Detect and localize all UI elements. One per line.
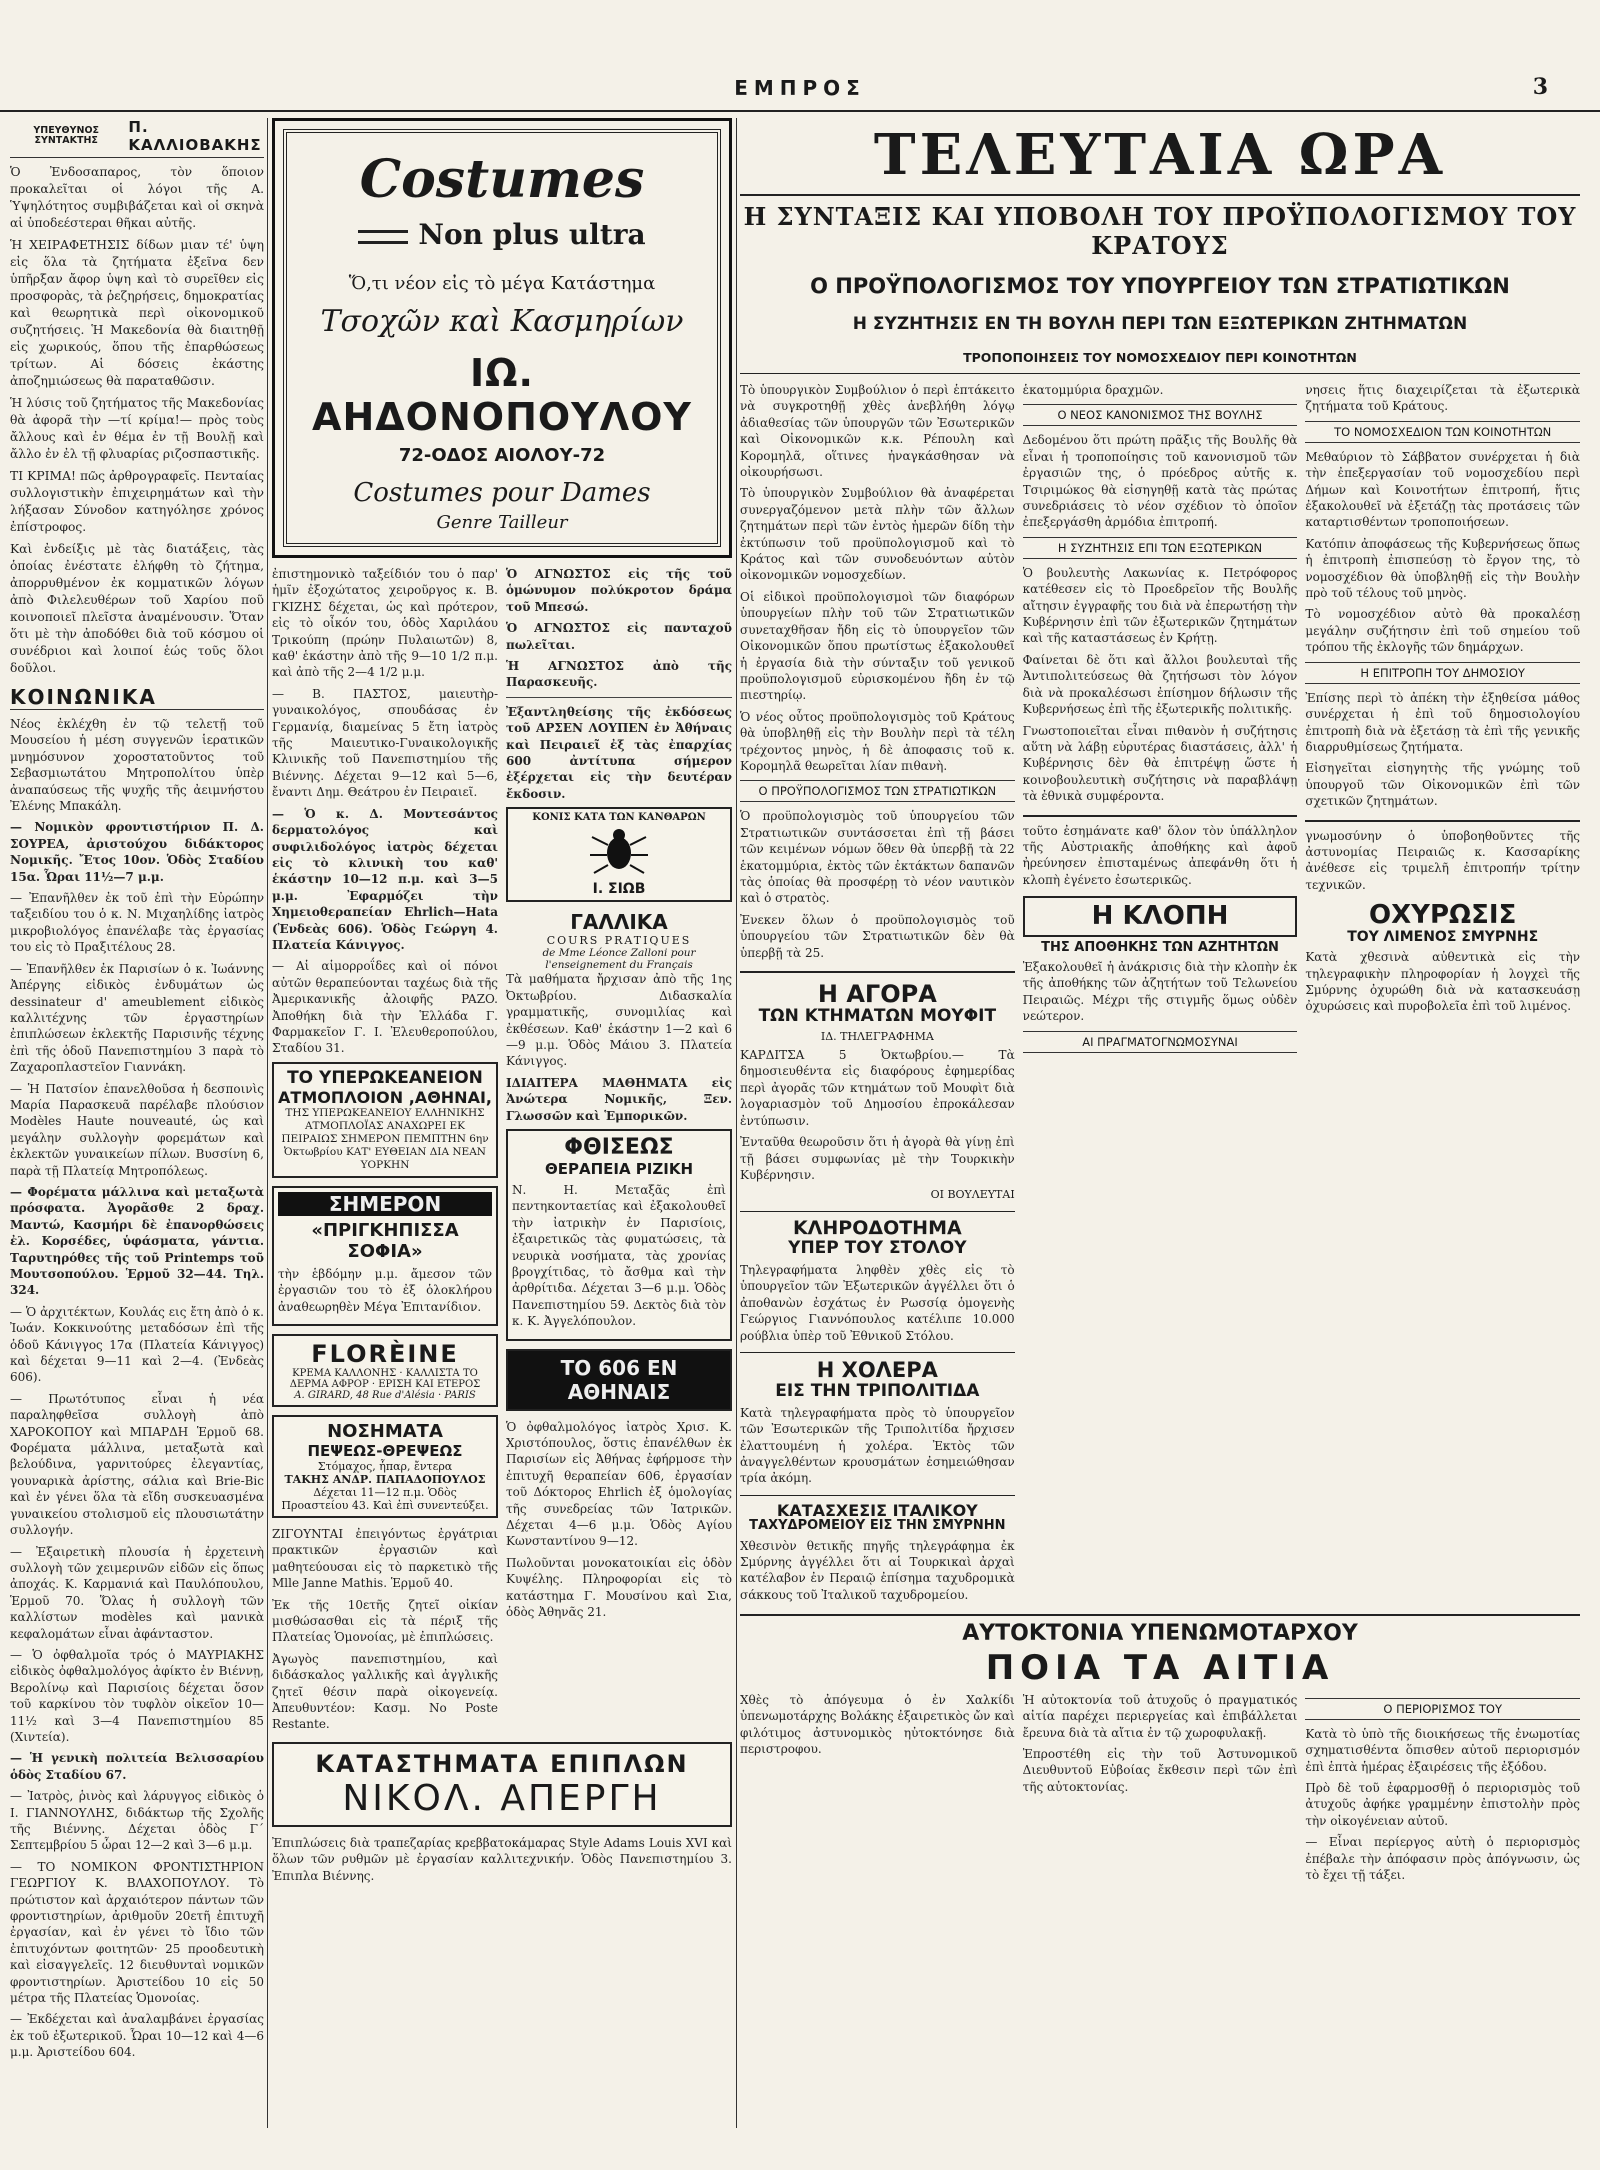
beetle-icon: [584, 825, 654, 875]
notice: Ἀγωγὸς πανεπιστημίου, καὶ διδάσκαλος γαλλικῆς καὶ ἀγγλικῆς ζητεῖ θέσιν παρὰ οἰκογενείᾳ. Ἀπευθυντέον: Κασμ. Νο Poste Restante.: [272, 1651, 498, 1732]
theatre-ad: [272, 1186, 498, 1326]
tuberculosis-ad: [506, 1129, 732, 1341]
column-middle: [272, 118, 732, 2128]
article-paragraph: — Εἶναι περίεργος αὐτὴ ὁ περιορισμὸς ἐπέβαλε τὴν ἀπόφασιν πρὸς ἀπόγνωσιν, ὡς τὸ ἔχει τῇ τάξει.: [1305, 1835, 1580, 1883]
ad-merchant: ΝΙΚΟΛ. ΑΠΕΡΓΗ: [342, 1777, 662, 1819]
ad-title: ΤΟ 606 ΕΝ ΑΘΗΝΑΙΣ: [560, 1355, 678, 1404]
subheading: Ο ΠΡΟΫΠΟΛΟΓΙΣΜΟΣ ΤΩΝ ΣΤΡΑΤΙΩΤΙΚΩΝ: [740, 780, 1015, 802]
notice: Πωλοῦνται μονοκατοικίαι εἰς ὁδὸν Κυψέλης. Πληροφορίαι εἰς τὸ κατάστημα Γ. Μουσίνου καὶ Σια, ὁδὸς Ἀθηνᾶς 21.: [506, 1555, 732, 1620]
ad-title: ΦΘΙΣΕΩΣ: [564, 1134, 674, 1160]
ad-line: Ὅ,τι νέον εἰς τὸ μέγα Κατάστημα: [348, 273, 656, 294]
suicide-story: [740, 1614, 1580, 1888]
ad-address: 72-ΟΔΟΣ ΑΙΟΛΟΥ-72: [398, 445, 606, 466]
headline: Η ΣΥΖΗΤΗΣΙΣ ΕΝ ΤΗ ΒΟΥΛΗ ΠΕΡΙ ΤΩΝ ΕΞΩΤΕΡΙΚΩΝ ΖΗΤΗΜΑΤΩΝ: [852, 314, 1468, 334]
article-paragraph: Ἐπίσης περὶ τὸ ἀπέκη τὴν ἐξηθείσα μάθος συνέρχεται ἡ ἐπὶ τοῦ δημοσιολογίου ἐπιτροπὴ διὰ νὰ ἐξετάσῃ τὰ ἐπὶ τῆς γενικῆς διαρρυθμίσεως ζητήματα.: [1305, 690, 1580, 754]
column-left: [10, 118, 264, 2128]
ad-title: ΝΟΣΗΜΑΤΑ: [327, 1421, 443, 1442]
ad-line: Τσοχῶν καὶ Κασμηρίων: [320, 304, 684, 339]
notice: — Β. ΠΑΣΤΟΣ, μαιευτὴρ-γυναικολόγος, σπουδάσας ἐν Γερμανίᾳ, διαμείνας 5 ἔτη ἰατρὸς τῆς Μαιευτικο-Γυναικολογικῆς Κλινικῆς τοῦ Πανεπιστημίου τῆς Βιέννης. Δέχεται 9—12 καὶ 5—6, ἔναντι Δημ. Θεάτρου ἐν Πειραιεῖ.: [272, 686, 498, 800]
article-paragraph: Κατὰ χθεσινὰ αὐθεντικὰ εἰς τὴν τηλεγραφικὴν πληροφορίαν ἡ λογχεὶ τῆς Σμύρνης ὀχυρώθη διὰ νὰ κατασκευάσῃ ὀχυρώσεις καὶ πυροβολεῖα ἐπὶ τοῦ λιμένος.: [1305, 950, 1580, 1014]
ad-title: ΓΑΛΛΙΚΑ: [570, 910, 668, 935]
ad-subtitle: ΑΤΜΟΠΛΟΙΟΝ ,ΑΘΗΝΑΙ,: [278, 1087, 492, 1107]
notice: — Ἐπανῆλθεν ἐκ Παρισίων ὁ κ. Ἰωάννης Ἀπέργης εἰδικὸς ἐνδυμάτων ὡς dessinateur d' ameublement εἰδικὸς καλλιτέχνης τῶν ἐργαστηρίων ἐπιπλώσεων ἐκλεκτῆς Παρισινῆς τέχνης ἐπὶ τῆς ὁδοῦ Πανεπιστημίου 3 παρὰ τὸ Ζαχαροπλαστεῖον Γιαννάκη.: [10, 961, 264, 1075]
article-paragraph: Τὸ νομοσχέδιον αὐτὸ θὰ προκαλέσῃ μεγάλην συζήτησιν ἐπὶ τοῦ σημείου τοῦ τρόπου τῆς ἐκλογῆς τῶν δημάρχων.: [1305, 607, 1580, 655]
column-right: [740, 118, 1580, 2128]
costumes-ad: [272, 118, 732, 558]
ad-merchant: Ι. ΣΙΩΒ: [592, 881, 646, 898]
notice: Ὁ ΑΓΝΩΣΤΟΣ εἰς πανταχοῦ πωλεῖται.: [506, 621, 732, 652]
article-paragraph: Ὁ Ἐνδοσαπαρος, τὸν ὅποιον προκαλεῖται οἱ λόγοι τῆς Α. Ὑψηλότητος συμβιβάζεται καὶ οἱ σκηνὰ αἱ ὑποδεέστεραι θῆκαι αὐτῆς.: [10, 165, 264, 230]
headline: Η ΣΥΝΤΑΞΙΣ ΚΑΙ ΥΠΟΒΟΛΗ ΤΟΥ ΠΡΟΫΠΟΛΟΓΙΣΜΟΥ ΤΟΥ ΚΡΑΤΟΥΣ: [740, 194, 1580, 260]
notice: ἐπιστημονικὸ ταξείδιόν του ὁ παρ' ἡμῖν ἐξοχώτατος χειροῦργος κ. Β. ΓΚΙΖΗΣ δέχεται, ὡς καὶ πρότερον, εἰς τὸ οἶκόν του, ὁδὸς Χαριλάου Τρικούπη (πρώην Πυλαιωτῶν) 8, καθ' ἑκάστην ἀπὸ τῆς 9—10 1/2 π.μ. καὶ ἀπὸ τῆς 2—4 1/2 μ.μ.: [272, 567, 498, 680]
masthead: [0, 70, 1600, 112]
subheading: Η ΣΥΖΗΤΗΣΙΣ ΕΠΙ ΤΩΝ ΕΞΩΤΕΡΙΚΩΝ: [1023, 537, 1298, 559]
headline: ΤΡΟΠΟΠΟΙΗΣΕΙΣ ΤΟΥ ΝΟΜΟΣΧΕΔΙΟΥ ΠΕΡΙ ΚΟΙΝΟΤΗΤΩΝ: [740, 350, 1580, 374]
subheading: Ο ΠΕΡΙΟΡΙΣΜΟΣ ΤΟΥ: [1305, 1698, 1580, 1720]
page-title: ΤΕΛΕΥΤΑΙΑ ΩΡΑ: [873, 122, 1447, 188]
newspaper-name: ΕΜΠΡΟΣ: [734, 76, 866, 100]
ad-merchant: ΙΩ. ΑΗΔΟΝΟΠΟΥΛΟΥ: [312, 351, 692, 439]
notice: — Ἡ Πατσίον ἐπανελθοῦσα ἡ δεσποινὶς Μαρία Παρασκευᾶ παρέλαβε πλούσιον Modèles Haute nouveauté, ὡς καὶ μεγάλην συλλογὴν φορεμάτων καὶ ἐκλεκτῶν γυναικείων πίλων. Βυσσίνη 6, παρὰ τῇ Πλατείᾳ Μητροπόλεως.: [10, 1081, 264, 1178]
article-paragraph: ΚΑΡΔΙΤΣΑ 5 Ὀκτωβρίου.— Τὰ δημοσιευθέντα εἰς διαφόρους ἐφημερίδας περὶ ἀγορᾶς τῶν κτημάτων τοῦ Μουφὶτ διὰ λογαριασμὸν τοῦ Δημοσίου ἐπροκάλεσαν ἐντύπωσιν.: [740, 1048, 1015, 1128]
article-paragraph: Τηλεγραφήματα ληφθὲν χθὲς εἰς τὸ ὑπουργεῖον τῶν Ἐξωτερικῶν ἀγγέλλει ὅτι ὁ ἀποθανὼν ἐσχάτως ἐν Ρωσσίᾳ ὁμογενὴς Γεώργιος Γιαννόπουλος κατέλιπε 10.000 ρούβλια ὑπὲρ τοῦ Ἐθνικοῦ Στόλου.: [740, 1262, 1015, 1343]
article-paragraph: Κατὰ τὸ ὑπὸ τῆς διοικήσεως τῆς ἐνωμοτίας σχηματισθέντα ὅπισθεν αὐτοῦ περιορισμόν ἐπὶ ἑπτὰ ἡμέρας ἐξαιρέσεις τῆς ἐξόδου.: [1305, 1726, 1580, 1774]
headline: ΚΑΤΑΣΧΕΣΙΣ ΙΤΑΛΙΚΟΥ: [740, 1495, 1015, 1520]
headline: ΟΧΥΡΩΣΙΣ: [1369, 900, 1517, 931]
ad-text: Στόμαχος, ἧπαρ, ἔντερα: [317, 1460, 453, 1473]
article-paragraph: Ἡ ΧΕΙΡΑΦΕΤΗΣΙΣ δίδων μιαν τέ' ὑψη εἰς ὅλα τὰ ζητήματα ἐξεῖνα δεν ὑπῆρξαν ἄφορ ὑψη καὶ τὸ συρεῖθεν εἰς προσφορὰς, τὰ ῥεζηρήσεις, δημοκρατίας καὶ θεωρητικὰ περὶ οἰκονομικοῦ συζητήσεις. Ἡ Μακεδονία θὰ διαιτηθῇ εἰς χωρικούς, ὅπου τῆς ἐπαρθώσεως τρίτων. Αἱ δόσεις ἐκάστης ἀποζημιώσεως θὰ παραταθῶσιν.: [10, 238, 264, 388]
article-paragraph: ΤΙ ΚΡΙΜΑ! πῶς ἀρθρογραφεῖς. Πενταίας συλλογιστικὴν ἐπιχειρημάτων καὶ τὴν λήξασαν Σύνοδον κατηγόλησε χρόνος ἐπίστροφος.: [10, 469, 264, 534]
ad-text: A. GIRARD, 48 Rue d'Alésia · PARIS: [294, 1390, 476, 1401]
article-paragraph: Ἐπροστέθη εἰς τὴν τοῦ Ἀστυνομικοῦ Διευθυντοῦ Εὐβοίας ἔκθεσιν περὶ τῶν ἐπὶ τῆς αὐτοκτονίας.: [1022, 1747, 1298, 1794]
ad-line: Genre Tailleur: [436, 512, 568, 533]
article-paragraph: Ὁ βουλευτὴς Λακωνίας κ. Πετρόφορος κατέθεσεν εἰς τὸ Προεδρεῖον τῆς Βουλῆς αἴτησιν ἐγγραφῆς του διὰ νὰ ἐπερωτήσῃ τὴν Κυβέρνησιν ἐπὶ τῶν ἐξωτερικῶν ζητημάτων καὶ τῆς καταστάσεως ἐν Κρήτῃ.: [1022, 565, 1298, 646]
notice: Ἐπιπλώσεις διὰ τραπεζαρίας κρεββατοκάμαρας Style Adams Louis XVI καὶ ὅλων τῶν ρυθμῶν μὲ ἐργασίαν καλλιτεχνικήν. Ὁδὸς Πανεπιστημίου 3. Ἐπιπλα Βιέννης.: [272, 1835, 732, 1883]
article-paragraph: γνωμοσύνην ὁ ὑποβοηθοῦντες τῆς ἀστυνομίας Πειραιῶς κ. Κασσαρίκης ἀνέθεσε εἰς τριμελῆ ἐπιτροπήν τρίτην τεχνικῶν.: [1305, 820, 1580, 894]
subheading: ΤΟ ΝΟΜΟΣΧΕΔΙΟΝ ΤΩΝ ΚΟΙΝΟΤΗΤΩΝ: [1305, 421, 1580, 443]
notice: — Ἐκδέχεται καὶ ἀναλαμβάνει ἐργασίας ἐκ τοῦ ἐξωτερικοῦ. Ὧραι 10—12 καὶ 4—6 μ.μ. Ἀριστείδου 604.: [10, 2012, 264, 2060]
subheading: Η ΕΠΙΤΡΟΠΗ ΤΟΥ ΔΗΜΟΣΙΟΥ: [1305, 662, 1580, 684]
notice: — Ἡ γενικὴ πολιτεία Βελισσαρίου ὁδὸς Σταδίου 67.: [10, 1751, 264, 1782]
article-paragraph: Τὸ ὑπουργικὸν Συμβούλιον ὁ περὶ ἑπτάκειτο νὰ συγκροτηθῇ χθὲς ἀνεβλήθη λόγῳ ἀδιαθεσίας τῶν ὑπουργῶν τῶν Ἐσωτερικῶν καὶ Οἰκονομικῶν κ.κ. Ρέπουλη καὶ Κορομηλᾶ, οἵτινες ἠναγκάσθησαν νὰ οἰκουρήσωσι.: [740, 383, 1015, 480]
headline: ΤΗΣ ΑΠΟΘΗΚΗΣ ΤΩΝ ΑΖΗΤΗΤΩΝ: [1041, 939, 1279, 955]
ad-text: Δέχεται 11—12 π.μ. Ὁδὸς Προαστείου 43. Καὶ ἐπὶ συνεντεύξει.: [281, 1486, 489, 1512]
article-paragraph: Χθεσινὸν θετικῆς πηγῆς τηλεγράφημα ἐκ Σμύρνης ἀγγέλλει ὅτι αἱ Τουρκικαὶ ἀρχαὶ κατέλαβον ἐν Περαιῷ ἐπίσημα ταχυδρομικὰ σάκκους τοῦ Ἰταλικοῦ ταχυδρομείου.: [740, 1538, 1015, 1602]
right-subcolumn-2: [1023, 382, 1298, 1608]
article-paragraph: Ἐξακολουθεῖ ἡ ἀνάκρισις διὰ τὴν κλοπὴν ἐκ τῆς ἀποθήκης τῶν ἀζητήτων τοῦ Τελωνείου Πειραιῶς. Μέχρι τῆς στιγμῆς ὅμως οὐδὲν νεώτερον.: [1022, 960, 1298, 1024]
headline: ΥΠΕΡ ΤΟΥ ΣΤΟΛΟΥ: [788, 1238, 967, 1259]
ad-subtitle: ΠΕΨΕΩΣ-ΘΡΕΨΕΩΣ: [307, 1442, 463, 1460]
headline: ΑΥΤΟΚΤΟΝΙΑ ΥΠΕΝΩΜΟΤΑΡΧΟΥ: [962, 1621, 1358, 1647]
ad-title: ΣΗΜΕΡΟΝ: [278, 1192, 492, 1216]
ad-title: FLORÈINE: [311, 1340, 459, 1368]
ad-subtitle: «ΠΡΙΓΚΗΠΙΣΣΑ ΣΟΦΙΑ»: [311, 1219, 459, 1262]
ad-text: ΤΑΚΗΣ ΑΝΔΡ. ΠΑΠΑΔΟΠΟΥΛΟΣ: [284, 1473, 486, 1486]
column-rule: [736, 118, 737, 2128]
article-paragraph: Ἡ λύσις τοῦ ζητήματος τῆς Μακεδονίας θὰ ἀφορᾶ τὴν —τί κρίμα!— πρὸς τοὺς ἄλλους καὶ ἐν θέμα ἐν τῇ Βουλῇ καὶ ἄλλο ἐν ἐλ τῇ φλυαρίας ριζοσπαστικῆς.: [10, 396, 264, 461]
ad-title: Costumes: [359, 149, 645, 210]
article-paragraph: Φαίνεται δὲ ὅτι καὶ ἄλλοι βουλευταὶ τῆς Ἀντιπολιτεύσεως θὰ ζητήσωσι τὸν λόγον διὰ νὰ προκαλέσωσι ἐπίσημον δήλωσιν τῆς Κυβερνήσεως ἐπὶ τῆς ἐξωτερικῆς πολιτικῆς.: [1022, 652, 1298, 717]
article-paragraph: Ὁ νέος οὗτος προϋπολογισμὸς τοῦ Κράτους θὰ ὑποβληθῇ εἰς τὴν Βουλὴν περὶ τὰ τέλη τρέχοντος μηνὸς, ἡ δὲ ἀποφασις τοῦ κ. Κορομηλᾶ θεωρεῖται λίαν πιθανὴ.: [740, 709, 1015, 773]
ad-title: ΚΑΤΑΣΤΗΜΑΤΑ ΕΠΙΠΛΩΝ: [315, 1749, 689, 1778]
article-paragraph: ἑκατομμύρια δραχμῶν.: [1022, 383, 1164, 397]
headline: ΤΑΧΥΔΡΟΜΕΙΟΥ ΕΙΣ ΤΗΝ ΣΜΥΡΝΗΝ: [749, 1518, 1006, 1534]
divider: [506, 697, 732, 698]
notice: — Ὁ ὀφθαλμοῖα τρός ὁ ΜΑΥΡΙΑΚΗΣ εἰδικὸς ὀφθαλμολόγος ἀφίκτο ἐν Βιέννῃ, Βερολίνῳ καὶ Παρισίοις δέχεται ὅσον τοῦ καρκίνου τὸν τυφλὸν οἰκεῖον 10—11½ καὶ 3—4 Πανεπιστημίου 85 (Χιντεία).: [10, 1647, 264, 1744]
ad-text: ΤΗΣ ΥΠΕΡΩΚΕΑΝΕΙΟΥ ΕΛΛΗΝΙΚΗΣ ΑΤΜΟΠΛΟΪΑΣ ΑΝΑΧΩΡΕΙ ΕΚ ΠΕΙΡΑΙΩΣ ΣΗΜΕΡΟΝ ΠΕΜΠΤΗΝ 6ην Ὀκτωβρίου ΚΑΤ' ΕΥΘΕΙΑΝ ΔΙΑ ΝΕΑΝ ΥΟΡΚΗΝ: [281, 1106, 489, 1171]
ad-subtitle: ΚΡΕΜΑ ΚΑΛΛΟΝΗΣ · ΚΑΛΛΙΣΤΑ ΤΟ ΔΕΡΜΑ ΑΦΡΟΡ · ΕΡΙΣΗ ΚΑΙ ΕΤΕΡΟΣ: [289, 1368, 481, 1390]
article-paragraph: Τὸ ὑπουργικὸν Συμβούλιον θὰ ἀναφέρεται συνεργαζόμενον μετὰ πλὴν τῶν ἄλλων ζητημάτων περὶ τῶν ἐντὸς ἡμερῶν δίδη τὴν ἐκτύπωσιν τοῦ προϋπολογισμοῦ καὶ τὸ Κράτος καὶ τῶν συνοδευόντων αὐτὸν οἰκονομικῶν νομοσχεδίων.: [740, 486, 1015, 583]
article-paragraph: Ἐνταῦθα θεωροῦσιν ὅτι ἡ ἀγορὰ θὰ γίνῃ ἐπὶ τῇ βάσει συμφωνίας μὲ τὴν Τουρκικὴν Κυβέρνησιν.: [740, 1135, 1015, 1182]
headline: Ο ΠΡΟΫΠΟΛΟΓΙΣΜΟΣ ΤΟΥ ΥΠΟΥΡΓΕΙΟΥ ΤΩΝ ΣΤΡΑΤΙΩΤΙΚΩΝ: [810, 274, 1510, 298]
treatment-606-ad: [506, 1349, 732, 1411]
article-paragraph: τοῦτο ἐσημάνατε καθ' ὅλον τὸν ὑπάλληλον τῆς Αὐστριακῆς ἀποθήκης καὶ ἀφοῦ ἠρεύνησεν ἐπισταμένως ἀπεφάνθη ὅτι ἡ κλοπὴ ἐγένετο ἐσωτερικῶς.: [1023, 815, 1298, 889]
byline: [10, 118, 264, 158]
notice: Ὁ ὀφθαλμολόγος ἰατρὸς Χρισ. Κ. Χριστόπουλος, ὅστις ἐπανέλθων ἐκ Παρισίων εἰς Ἀθήνας ἐφήρμοσε τὴν ἐπιτυχῆ θεραπείαν 606, ἐργασίαν τοῦ Δόκτορος Ehrlich ἐξ ὁμολογίας τῆς συνεδρείας τῶν Ἰατρικῶν. Δέχεται 4—6 μ.μ. Ὁδὸς Αγίου Κωνσταντίνου 9—12.: [506, 1419, 732, 1549]
subheading: Ο ΝΕΟΣ ΚΑΝΟΝΙΣΜΟΣ ΤΗΣ ΒΟΥΛΗΣ: [1023, 404, 1298, 426]
notice: — Ἐπανῆλθεν ἐκ τοῦ ἐπὶ τὴν Εὐρώπην ταξειδίου του ὁ κ. Ν. Μιχαηλίδης ἰατρὸς μικροβιολόγος ἐπανέλαβε τὰς ἐργασίας του εἰς τὸ Πραξιτέλους 28.: [10, 891, 264, 955]
ocean-liner-ad: [272, 1062, 498, 1178]
article-paragraph: Χθὲς τὸ ἀπόγευμα ὁ ἐν Χαλκίδι ὑπενωμοτάρχης Βολάκης ἐξαιρετικὸς ὤν καὶ φιλότιμος ἀστυνομικὸς ηὐτοκτόνησε διὰ περιστροφου.: [740, 1692, 1015, 1757]
headline: ΤΟΥ ΛΙΜΕΝΟΣ ΣΜΥΡΝΗΣ: [1347, 928, 1539, 945]
insect-powder-ad: [506, 807, 732, 902]
notice: — Ὁ ἀρχιτέκτων, Κουλάς εις ἔτη ἀπὸ ὁ κ. Ἰωάν. Κοκκινούτης μεταδόσων ἐπὶ τῆς ὁδοῦ Κάνιγγος 17α (Πλατεία Κάνιγγος) καὶ δέχεται 9—11 καὶ 2—4. (Ἐνδεὰς 606).: [10, 1304, 264, 1385]
article-paragraph: Κατόπιν ἀποφάσεως τῆς Κυβερνήσεως ὅπως ἡ ἐπιτροπὴ ἐπισπεύσῃ τὸ ἔργον της, τὸ νομοσχέδιον θὰ ὑποβληθῇ εἰς τὴν Βουλὴν πρὸ τοῦ τέλους τοῦ μηνὸς.: [1305, 536, 1580, 601]
notice: ΙΔΙΑΙΤΕΡΑ ΜΑΘΗΜΑΤΑ εἰς Ἀνώτερα Νομικῆς, Ξεν. Γλωσσῶν καὶ Ἑμπορικῶν.: [506, 1075, 732, 1123]
french-lessons-ad: [506, 910, 732, 971]
ad-text: τὴν ἑβδόμην μ.μ. ἄμεσον τῶν ἐργασιῶν του τὸ ἐξ ὁλοκλήρου ἀναθεωρηθὲν Μέγα Ἐπιτανίδιον.: [278, 1266, 492, 1314]
digestion-ad: [272, 1415, 498, 1518]
byline-role: ΥΠΕΥΘΥΝΟΣ ΣΥΝΤΑΚΤΗΣ: [33, 125, 100, 146]
notice: — Φορέματα μάλλινα καὶ μεταξωτὰ πρόσφατα. Ἀγορᾶσθε 2 δραχ. Μαντώ, Κασμήρι δὲ ἐπανορθώσεις ἐλ. Κορσέδες, ὑφάσματα, γάντια. Ταρυτηρόθες τῆς τοῦ Printemps τοῦ Μουτσοπούλου. Ἑρμοῦ 32—44. Τηλ. 324.: [10, 1184, 264, 1298]
column-rule: [267, 118, 268, 2128]
notice: — Ἐξαιρετικὴ πλουσία ἡ ἐρχετεινὴ συλλογὴ τῶν χειμερινῶν εἰδῶν εἰς ὅπως ἀποχάς. Κ. Καρμανιά καὶ Παυλόπουλου, Ἑρμοῦ 70. Ὅλας ἡ συλλογὴ τῶν καλλίστων modèles καὶ μανικὰ κεφαλομάτων εἶναι ἀφάνταστον.: [10, 1544, 264, 1641]
headline: Η ΑΓΟΡΑ: [740, 971, 1015, 1007]
headline: ΚΛΗΡΟΔΟΤΗΜΑ: [740, 1211, 1015, 1239]
article-paragraph: Κατὰ τηλεγραφήματα πρὸς τὸ ὑπουργεῖον τῶν Ἐσωτερικῶν τῆς Τριπολιτίδα ἤρχισεν ἐλαττουμένη ἡ χολέρα. Ἐκτὸς τῶν ἀναγγελθέντων κρουσμάτων ἐσημειώθησαν τρία ἀκόμη.: [740, 1405, 1015, 1486]
ornament-bar: [358, 230, 408, 244]
right-subcolumn-1: [740, 382, 1015, 1608]
headline: ΤΩΝ ΚΤΗΜΑΤΩΝ ΜΟΥΦΙΤ: [758, 1006, 997, 1027]
floreine-ad: [272, 1334, 498, 1407]
ad-subtitle: ΘΕΡΑΠΕΙΑ ΡΙΖΙΚΗ: [544, 1159, 694, 1178]
story-subcolumn: [1023, 1692, 1298, 1889]
headline: Η ΚΛΟΠΗ: [1023, 896, 1298, 937]
ad-text: Ν. Η. Μεταξᾶς ἐπὶ πεντηκονταετίας καὶ ἐξακολουθεῖ τὴν ἰατρικὴν ἐν Παρισίοις, ἐξαιρετικῶς τὰς φυματώσεις, τὰ νευρικὰ νοσήματα, τὰς χρονίας βρογχίτιδας, τὸ ἄσθμα καὶ τὴν ἀρθρίτιδα. Δέχεται 3—6 μ.μ. Ὁδὸς Πανεπιστημίου 59. Δεκτὸς διὰ τὸν κ. Κ. Ἀγγελόπουλον.: [512, 1182, 726, 1329]
byline-name: Π. ΚΑΛΛΙΟΒΑΚΗΣ: [128, 118, 262, 154]
subheading: ΙΔ. ΤΗΛΕΓΡΑΦΗΜΑ: [820, 1030, 934, 1044]
signature: ΟΙ ΒΟΥΛΕΥΤΑΙ: [930, 1188, 1015, 1202]
article-paragraph: νησεις ἥτις διαχειρίζεται τὰ ἐξωτερικὰ ζητήματα τοῦ Κράτους.: [1305, 383, 1580, 414]
article-paragraph: Καὶ ἐνδείξις μὲ τὰς διατάξεις, τὰς ὁποίας ἐνέστατε ἐλήφθη τὸ ζήτημα, ἀπορρυθμένον ἐκ κομματικῶν λόγων ἀπὸ Φιλελευθέρων τοῦ Χαρίου ποῦ κοινοποιεῖ πλεῖστα ἀναμένουσιν. Ὅταν ὅτι μὲ τὴν ἀποδόθει διὰ τοῦ κόσμου οἱ συνέδριοι καὶ λοιποί ἑώς τοῦς ὅλοι δοῦλοι.: [10, 542, 264, 675]
page-number: 3: [1532, 74, 1548, 100]
middle-subcolumn-right: [506, 566, 732, 1738]
notice: Ἡ ΑΓΝΩΣΤΟΣ ἀπὸ τῆς Παρασκευῆς.: [506, 659, 732, 690]
notice: — Ἰατρὸς, ῥινὸς καὶ λάρυγγος εἰδικὸς ὁ Ι. ΓΙΑΝΝΟΥΛΗΣ, διδάκτωρ τῆς Σχολῆς τῆς Βιέννης. Δέχεται ὁδὸς Γ΄ Σεπτεμβρίου 5 ὧραι 12—2 καὶ 3—6 μ.μ.: [10, 1789, 264, 1853]
notice: Τὰ μαθήματα ἤρχισαν ἀπὸ τῆς 1ης Ὀκτωβρίου. Διδασκαλία γραμματικῆς, συνομιλίας καὶ ἐκθέσεων. Καθ' ἑκάστην 1—2 καὶ 6—9 μ.μ. Ὁδὸς Μάιου 3. Πλατεία Κάνιγγος.: [506, 972, 732, 1069]
headline: ΕΙΣ ΤΗΝ ΤΡΙΠΟΛΙΤΙΔΑ: [775, 1381, 980, 1402]
article-paragraph: Δεδομένου ὅτι πρώτη πρᾶξις τῆς Βουλῆς θὰ εἶναι ἡ τροποποίησις τοῦ κανονισμοῦ τῶν ἐργασιῶν της, ὁ πρόεδρος αὐτῆς κ. Τσιριμώκος θὰ εἰσηγηθῇ κατὰ τὰς πρώτας συνεδριάσεις τὸ νέον σχέδιον τὸ ὁποῖον ἐπεξεργάσθη ἀρμόδια ἐπιτροπή.: [1022, 433, 1298, 530]
notice: Ἐκ τῆς 10ετῆς ζητεῖ οἰκίαν μισθώσασθαι εἰς τὰ πέριξ τῆς Πλατείας Ὁμονοίας, μὲ ἐπιπλώσεις.: [272, 1597, 498, 1645]
ad-subtitle: COURS PRATIQUES: [546, 934, 692, 948]
notice: Νέος ἐκλέχθη ἐν τῷ τελετῇ τοῦ Μουσείου ἡ μέση συγγενῶν ἱερατικῶν μνημόσυνον χοροστατοῦντος τοῦ Σεβασμιωτάτου Μητροπολίτου ὑπὲρ ἀναπαύσεως τῆς ψυχῆς τῆς ἀειμνήστου Ἐλένης Μπακάλη.: [10, 717, 264, 814]
article-paragraph: Ἡ αὐτοκτονία τοῦ ἀτυχοῦς ὁ πραγματικός αἰτία παρέχει περιεργείας καὶ ἐπιβάλλεται ἔρευνα διὰ τὰ αἴτια ἐν τῷ χωροφυλακῇ.: [1022, 1692, 1298, 1740]
article-paragraph: Ἐνεκεν ὅλων ὁ προϋπολογισμὸς τοῦ ὑπουργείου τῶν Στρατιωτικῶν δὲν θὰ ὑπερβῇ τὰ 25.: [740, 912, 1015, 960]
article-paragraph: Ὁ προϋπολογισμὸς τοῦ ὑπουργείου τῶν Στρατιωτικῶν συντάσσεται ἐπὶ τῇ βάσει τῶν κειμένων νόμων ὅθεν θὰ ὑπερβῇ τὰ 22 ἑκατομμύρια, ἐκτὸς τῶν ἐκτάκτων δαπανῶν τὰς ὁποίας θὰ προσφέρῃ τὸ νέον ναυτικὸν καὶ ὁ στρατὸς.: [740, 809, 1015, 906]
notice: — Πρωτότυπος εἶναι ἡ νέα παραληφθεῖσα συλλογὴ ἀπὸ ΧΑΡΟΚΟΠΟΥ καὶ ΜΠΑΡΔΗ Ἑρμοῦ 68. Φορέματα μάλλινα, μεταξωτὰ καὶ βελούδινα, γαρνιτούρες ἐλεγαντίας, γουναρικὰ ἀρίστης, σάλια καὶ Brie-Bic καὶ ἐν γένει ὅλα τὰ εἴδη συσκευασμένα γυναικείου στολισμοῦ εἰς πλουσιωτάτην συλλογήν.: [10, 1391, 264, 1538]
notice: Ὁ ΑΓΝΩΣΤΟΣ εἰς τῆς τοῦ ὁμώνυμον πολύκροτον δράμα τοῦ Μπεσώ.: [506, 567, 732, 614]
subheading: ΑΙ ΠΡΑΓΜΑΤΟΓΝΩΜΟΣΥΝΑΙ: [1023, 1031, 1298, 1053]
article-paragraph: Πρὸ δὲ τοῦ ἐφαρμοσθῇ ὁ περιορισμὸς τοῦ ἀτυχοῦς ἀφήκε γραμμένην ἐπιστολὴν πρὸς τὴν οἰκογένειαν αὐτοῦ.: [1305, 1781, 1580, 1828]
ad-line: Costumes pour Dames: [353, 478, 651, 508]
notice: ΖΙΓΟΥΝΤΑΙ ἐπειγόντως ἐργάτριαι πρακτικῶν ἐργασιῶν καὶ μαθητεύουσαι εἰς τὸ παρκετικὸ τῆς Mlle Janne Mathis. Ἑρμοῦ 40.: [272, 1527, 498, 1591]
middle-subcolumn-left: [272, 566, 498, 1738]
article-paragraph: Εἰσηγεῖται εἰσηγητὴς τῆς γνώμης τοῦ ὑπουργοῦ τῶν Οἰκονομικῶν ἐπὶ τῶν σχετικῶν ζητημάτων.: [1305, 761, 1580, 809]
notice: Ἐξαντληθείσης τῆς ἐκδόσεως τοῦ ΑΡΣΕΝ ΛΟΥΠΕΝ ἐν Ἀθήναις καὶ Πειραιεῖ ἐξ τὰς ἐπαρχίας 600 ἀντίτυπα σήμερον ἐξέρχεται εἰς τὴν δευτέραν ἔκδοσιν.: [506, 704, 732, 801]
article-paragraph: Οἱ εἰδικοὶ προϋπολογισμοὶ τῶν διαφόρων ὑπουργείων πλὴν τοῦ τῶν Στρατιωτικῶν συνεταχθῆσαν ἤδη εἰς τὸ ὑπουργεῖον τῶν Οἰκονομικῶν ὅπου πρωτίστως ἐξακολουθεῖ ἡ ἐργασία διὰ τὴν σύνταξιν τοῦ γενικοῦ προϋπολογισμοῦ εὐρισκομένου ἤδη ἐν τῷ πιεστηρίῳ.: [740, 589, 1015, 703]
section-heading: ΚΟΙΝΩΝΙΚΑ: [10, 685, 264, 710]
ad-text: de Mme Léonce Zalloni pour l'enseignement du Français: [542, 947, 696, 972]
ad-subtitle: Non plus ultra: [285, 218, 719, 251]
ad-title: ΤΟ ΥΠΕΡΩΚΕΑΝΕΙΟΝ: [287, 1067, 483, 1088]
notice: — ΤΟ ΝΟΜΙΚΟΝ ΦΡΟΝΤΙΣΤΗΡΙΟΝ ΓΕΩΡΓΙΟΥ Κ. ΒΛΑΧΟΠΟΥΛΟΥ. Τὸ πρώτιστον καὶ ἀρχαιότερον πάντων τῶν φροντιστηρίων, ἀριθμοῦν 20ετῆ ἐπιτυχῆ ἐργασίαν, καὶ ἐν γένει τὸ ἴδιο τῶν ἐπιτυχόντων φοιτητῶν· 25 προοδευτικὴ καὶ εἰσαγγελεῖς. 12 διευθυνταὶ νομικῶν φροντιστηρίων. Ἀριστείδου 10 εἰς 50 μέτρα τῆς Πλατείας Ὁμονοίας.: [10, 1859, 264, 2006]
furniture-ad: [272, 1742, 732, 1827]
right-subcolumn-3: [1305, 382, 1580, 1608]
headline: ΠΟΙΑ ΤΑ ΑΙΤΙΑ: [985, 1648, 1335, 1689]
notice: — Ὁ κ. Δ. Μοντεσάντος δερματολόγος καὶ συφιλιδολόγος ἰατρὸς δέχεται εἰς τὸ κλινικὴ του καθ' ἑκάστην 10—12 π.μ. καὶ 3—5 μ.μ. Ἐφαρμόζει τὴν Χημειοθεραπείαν Ehrlich—Hata (Ἐνδεὰς 606). Ὁδὸς Γεώργη 4. Πλατεία Κάνιγγος.: [272, 806, 498, 952]
ad-title: ΚΟΝΙΣ ΚΑΤΑ ΤΩΝ ΚΑΝΘΑΡΩΝ: [532, 812, 706, 824]
article-paragraph: Γνωστοποιεῖται εἶναι πιθανὸν ἡ συζήτησις αὕτη νὰ λάβῃ εὐρυτέρας διαστάσεις, ἀλλ' ἡ Κυβέρνησις δὲν θὰ ἐπιτρέψῃ ὥστε ἡ κοινοβουλευτικὴ συζήτησις νὰ παραβλάψῃ τὰ ἐθνικὰ συμφέροντα.: [1022, 723, 1298, 804]
headline: Η ΧΟΛΕΡΑ: [740, 1352, 1015, 1382]
notice: — Νομικὸν φροντιστήριον Π. Δ. ΣΟΥΡΕΑ, ἀριστούχου διδάκτορος Νομικῆς. Ἔτος 10ον. Ὁδὸς Σταδίου 15α. Ὧραι 11½—7 μ.μ.: [10, 820, 264, 884]
story-subcolumn: [1305, 1692, 1580, 1889]
notice: — Αἱ αἱμορροΐδες καὶ οἱ πόνοι αὐτῶν θεραπεύονται ταχέως διὰ τῆς Ἀμερικανικῆς ἀλοιφῆς PAZO. Ἀποθήκη διὰ τὴν Ἑλλάδα Γ. Φαρμακεῖον Γ. Ι. Ἐλευθεροπούλου, Σταδίου 31.: [272, 959, 498, 1056]
article-paragraph: Μεθαύριον τὸ Σάββατον συνέρχεται ἡ διὰ τὴν ἐπεξεργασίαν τοῦ νομοσχεδίου περὶ Δήμων καὶ Κοινοτήτων ἐπιτροπή, ἥτις ἐξακολουθεῖ νὰ ἐξετάζῃ τὰς προτάσεις τῶν καταρτισθέντων τροποποιήσεων.: [1305, 449, 1580, 530]
story-subcolumn: [740, 1692, 1015, 1889]
